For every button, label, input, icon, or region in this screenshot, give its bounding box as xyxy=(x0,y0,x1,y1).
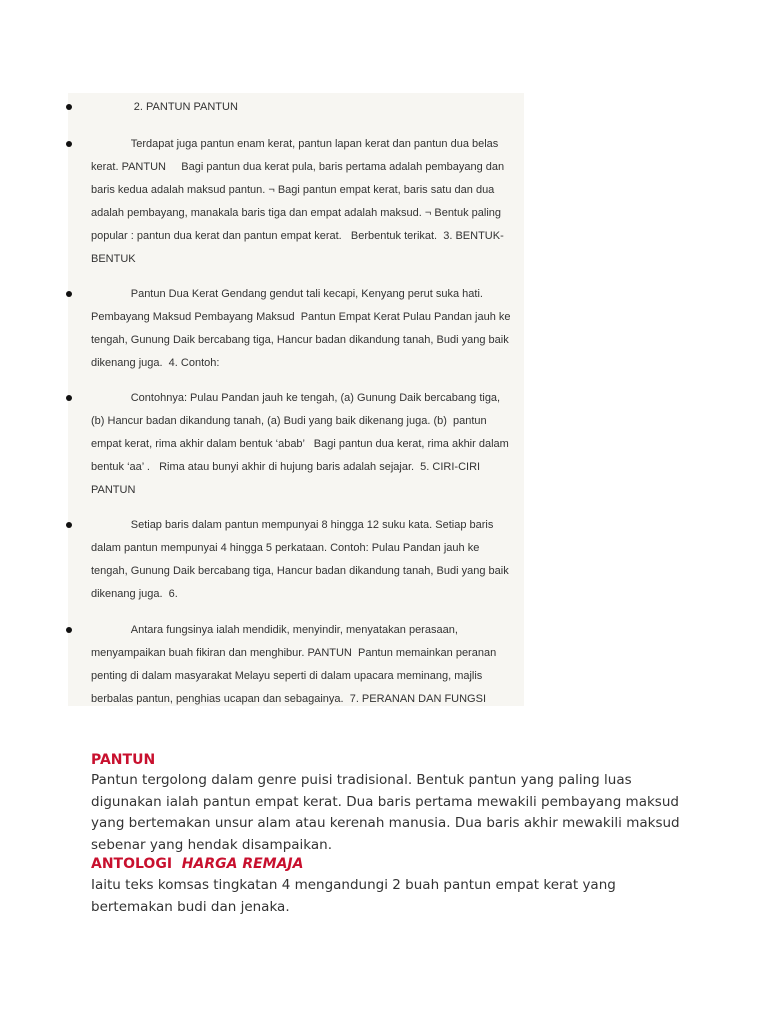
list-bullet xyxy=(66,291,72,297)
section-body-antologi: Iaitu teks komsas tingkatan 4 mengandungi 2 buah pantun empat kerat yang bertemakan budi dan jenaka. xyxy=(91,877,616,915)
list-item-5: Setiap baris dalam pantun mempunyai 8 hingga 12 suku kata. Setiap baris dalam pantun mempunyai 4 hingga 5 perkataan. Contoh: Pulau Pandan jauh ke tengah, Gunung Daik bercabang tiga, Hancur badan dikandung tanah, Budi yang baik dikenang juga. 6. xyxy=(91,519,509,600)
section-body-pantun: Pantun tergolong dalam genre puisi tradisional. Bentuk pantun yang paling luas digunakan ialah pantun empat kerat. Dua baris pertama mewakili pembayang maksud yang bertemakan unsur alam atau kerenah manusia. Dua baris akhir mewakili maksud sebenar yang hendak disampaikan. xyxy=(91,772,680,853)
list-bullet xyxy=(66,522,72,528)
list-item-1: 2. PANTUN PANTUN xyxy=(91,101,238,113)
antologi-title: HARGA REMAJA xyxy=(181,856,304,872)
list-bullet xyxy=(66,627,72,633)
section-heading-pantun: PANTUN xyxy=(91,752,156,768)
list-bullet xyxy=(66,395,72,401)
list-item-3: Pantun Dua Kerat Gendang gendut tali kecapi, Kenyang perut suka hati. Pembayang Maksud Pembayang Maksud Pantun Empat Kerat Pulau Pandan jauh ke tengah, Gunung Daik bercabang tiga, Hancur badan dikandung tanah, Budi yang baik dikenang juga. 4. Contoh: xyxy=(91,288,511,369)
antologi-label: ANTOLOGI xyxy=(91,856,173,872)
list-bullet xyxy=(66,104,72,110)
section-heading-antologi xyxy=(91,856,303,872)
list-item-6: Antara fungsinya ialah mendidik, menyindir, menyatakan perasaan, menyampaikan buah fikiran dan menghibur. PANTUN Pantun memainkan peranan penting di dalam masyarakat Melayu seperti di dalam upacara meminang, majlis berbalas pantun, penghias ucapan dan sebagainya. 7. PERANAN DAN FUNGSI xyxy=(91,624,497,705)
list-item-2: Terdapat juga pantun enam kerat, pantun lapan kerat dan pantun dua belas kerat. PANTUN Bagi pantun dua kerat pula, baris pertama adalah pembayang dan baris kedua adalah maksud pantun. ¬ Bagi pantun empat kerat, baris satu dan dua adalah pembayang, manakala baris tiga dan empat adalah maksud. ¬ Bentuk paling popular : pantun dua kerat dan pantun empat kerat. Berbentuk terikat. 3. BENTUK- BENTUK xyxy=(91,138,505,265)
list-item-4: Contohnya: Pulau Pandan jauh ke tengah, (a) Gunung Daik bercabang tiga, (b) Hancur badan dikandung tanah, (a) Budi yang baik dikenang juga. (b) pantun empat kerat, rima akhir dalam bentuk ‘abab’ Bagi pantun dua kerat, rima akhir dalam bentuk ‘aa’ . Rima atau bunyi akhir di hujung baris adalah sejajar. 5. CIRI-CIRI PANTUN xyxy=(91,392,509,496)
list-bullet xyxy=(66,141,72,147)
